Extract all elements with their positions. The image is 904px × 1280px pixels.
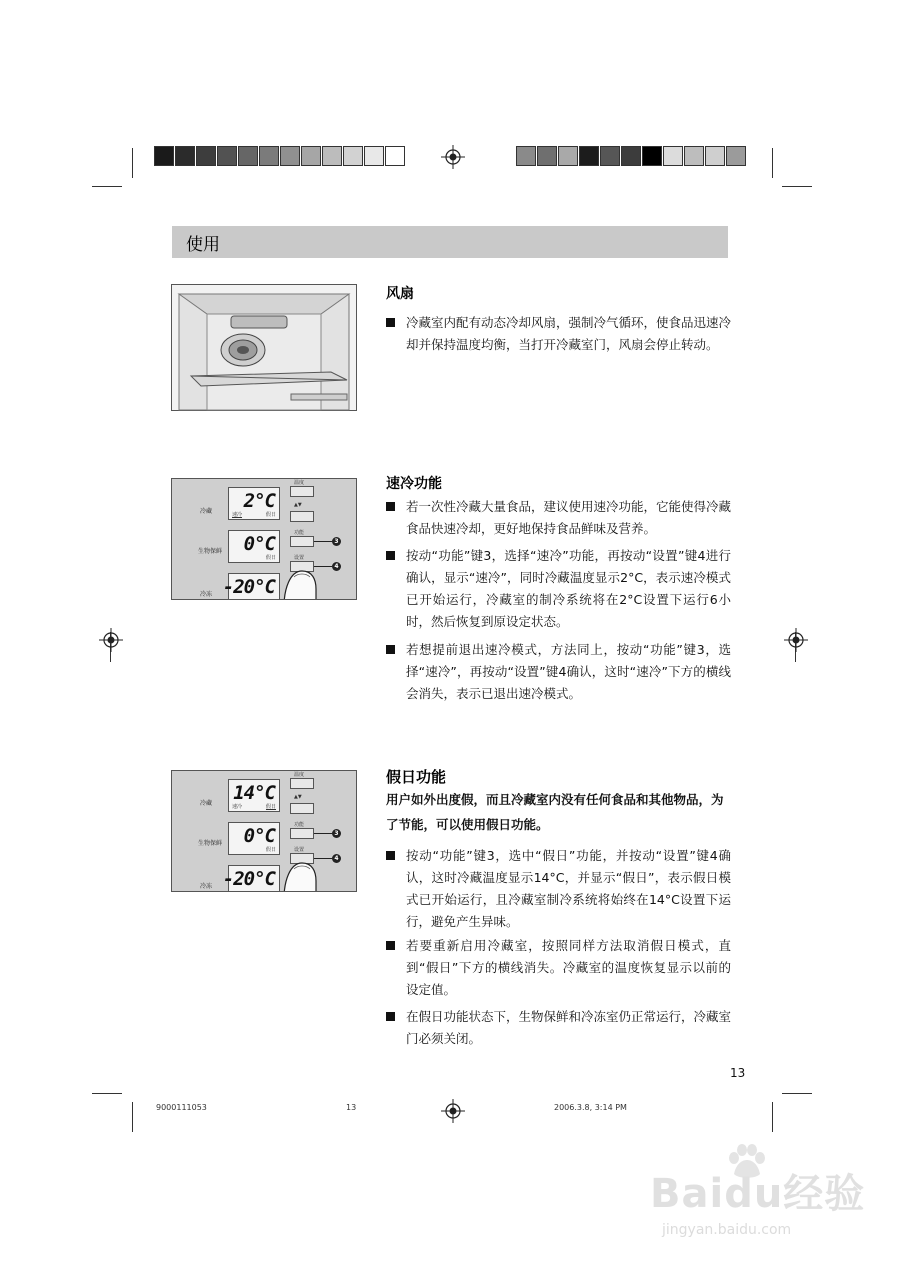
quick-cool-text-3: 若想提前退出速冷模式，方法同上，按动“功能”键3，选择“速冷”，再按动“设置”键4确认，这时“速冷”下方的横线会消失，表示已退出速冷模式。: [406, 642, 731, 701]
row-label-fridge: 冷藏: [200, 508, 213, 515]
freezer-temp-value: -20°C: [222, 868, 275, 890]
fan-icon: [221, 334, 265, 366]
updown-button-label: ▲▼: [294, 794, 302, 800]
quick-cool-title: 速冷功能: [386, 476, 442, 492]
quick-cool-text-2: 按动“功能”键3，选择“速冷”功能，再按动“设置”键4进行确认，显示“速冷”，同时冷藏温度显示2°C，表示速冷模式已开始运行，冷藏室的制冷系统将在2°C设置下运行6小时，然后恢复到原设定状态。: [406, 548, 731, 629]
color-swatch: [364, 146, 384, 166]
registration-mark-icon: [99, 628, 123, 652]
quick-cool-text-1: 若一次性冷藏大量食品，建议使用速冷功能，它能使得冷藏食品快速冷却，更好地保持食品鲜味及营养。: [406, 499, 732, 536]
section-header-bar: [172, 226, 728, 258]
updown-button-label: ▲▼: [294, 502, 302, 508]
biofresh-temp-value: 0°C: [243, 533, 275, 555]
registration-mark-icon: [441, 1099, 465, 1123]
color-swatch: [322, 146, 342, 166]
color-swatch: [196, 146, 216, 166]
holiday-indicator: 假日: [265, 512, 276, 518]
color-swatch: [154, 146, 174, 166]
square-bullet-icon: [386, 941, 395, 950]
color-swatch: [343, 146, 363, 166]
color-swatch: [600, 146, 620, 166]
biofresh-temp-value: 0°C: [243, 825, 275, 847]
quick-cool-control-panel: [171, 478, 357, 600]
color-swatches-right: [516, 146, 747, 166]
temp-button-label: 温度: [294, 480, 305, 486]
registration-mark-icon: [784, 628, 808, 652]
watermark-main: Baidu经验: [650, 1171, 866, 1217]
set-button-label: 设置: [294, 847, 305, 853]
freezer-temp-display: [222, 573, 280, 600]
biofresh-mini-label: 假日: [265, 555, 276, 561]
color-swatch: [705, 146, 725, 166]
fan-text: 冷藏室内配有动态冷却风扇，强制冷气循环，使食品迅速冷却并保持温度均衡，当打开冷藏室门，风扇会停止转动。: [406, 315, 732, 352]
color-swatch: [726, 146, 746, 166]
holiday-intro: 用户如外出度假，而且冷藏室内没有任何食品和其他物品，为了节能，可以使用假日功能。: [386, 792, 724, 832]
holiday-control-panel: [171, 770, 357, 892]
color-swatch: [642, 146, 662, 166]
function-button-label: 功能: [294, 530, 305, 536]
color-swatch: [516, 146, 536, 166]
color-swatch: [175, 146, 195, 166]
color-swatch: [579, 146, 599, 166]
square-bullet-icon: [386, 851, 395, 860]
footer-date: 2006.3.8, 3:14 PM: [554, 1103, 627, 1112]
temp-button[interactable]: [290, 486, 314, 497]
row-label-biofresh: 生物保鲜: [198, 548, 223, 555]
watermark-url: jingyan.baidu.com: [662, 1222, 792, 1238]
registration-mark-icon: [441, 145, 465, 169]
set-button-label: 设置: [294, 555, 305, 561]
fridge-temp-value: 2°C: [243, 490, 275, 512]
fan-title: 风扇: [386, 286, 414, 302]
square-bullet-icon: [386, 551, 395, 560]
holiday-indicator: 假日: [265, 804, 276, 810]
square-bullet-icon: [386, 1012, 395, 1021]
row-label-freezer: 冷冻: [200, 591, 213, 598]
fridge-temp-display: [228, 779, 280, 812]
function-button-label: 功能: [294, 822, 305, 828]
function-button[interactable]: [290, 536, 314, 547]
callout-3: 3: [332, 829, 341, 838]
row-label-freezer: 冷冻: [200, 883, 213, 890]
holiday-text-3: 在假日功能状态下，生物保鲜和冷冻室仍正常运行，冷藏室门必须关闭。: [406, 1009, 732, 1046]
updown-button[interactable]: [290, 803, 314, 814]
temp-button[interactable]: [290, 778, 314, 789]
color-swatch: [301, 146, 321, 166]
color-swatch: [663, 146, 683, 166]
color-swatch: [238, 146, 258, 166]
color-swatch: [280, 146, 300, 166]
holiday-text-1: 按动“功能”键3，选中“假日”功能，并按动“设置”键4确认，这时冷藏温度显示14°C，并显示“假日”，表示假日模式已开始运行，且冷藏室制冷系统将始终在14°C设置下运行，避免产生异味。: [406, 848, 731, 929]
freezer-temp-display: [222, 865, 280, 892]
freezer-temp-value: -20°C: [222, 576, 275, 598]
quick-cool-indicator: 速冷: [232, 512, 243, 518]
quick-cool-indicator: 速冷: [232, 804, 243, 810]
page-number: 13: [730, 1066, 746, 1080]
function-button[interactable]: [290, 828, 314, 839]
row-label-biofresh: 生物保鲜: [198, 840, 223, 847]
biofresh-temp-display: [228, 530, 280, 563]
page-title: 使用: [186, 235, 220, 255]
color-swatch: [259, 146, 279, 166]
square-bullet-icon: [386, 318, 395, 327]
holiday-text-2: 若要重新启用冷藏室，按照同样方法取消假日模式，直到“假日”下方的横线消失。冷藏室的温度恢复显示以前的设定值。: [406, 938, 731, 997]
updown-button[interactable]: [290, 511, 314, 522]
temp-button-label: 温度: [294, 772, 305, 778]
color-swatch: [217, 146, 237, 166]
biofresh-temp-display: [228, 822, 280, 855]
footer-code: 9000111053: [156, 1103, 207, 1112]
callout-4: 4: [332, 562, 341, 571]
callout-3: 3: [332, 537, 341, 546]
color-swatch: [537, 146, 557, 166]
square-bullet-icon: [386, 502, 395, 511]
color-swatch: [558, 146, 578, 166]
color-swatch: [385, 146, 405, 166]
fridge-temp-display: [228, 487, 280, 520]
color-swatches-left: [154, 146, 406, 166]
biofresh-mini-label: 假日: [265, 847, 276, 853]
color-swatch: [621, 146, 641, 166]
baidu-watermark: [640, 1150, 870, 1250]
pressing-finger-icon: [280, 859, 320, 892]
fan-illustration: [171, 284, 357, 411]
color-swatch: [684, 146, 704, 166]
square-bullet-icon: [386, 645, 395, 654]
holiday-title: 假日功能: [386, 768, 447, 786]
pressing-finger-icon: [280, 567, 320, 600]
fridge-temp-value: 14°C: [233, 782, 275, 804]
callout-4: 4: [332, 854, 341, 863]
row-label-fridge: 冷藏: [200, 800, 213, 807]
footer-page: 13: [346, 1103, 357, 1112]
